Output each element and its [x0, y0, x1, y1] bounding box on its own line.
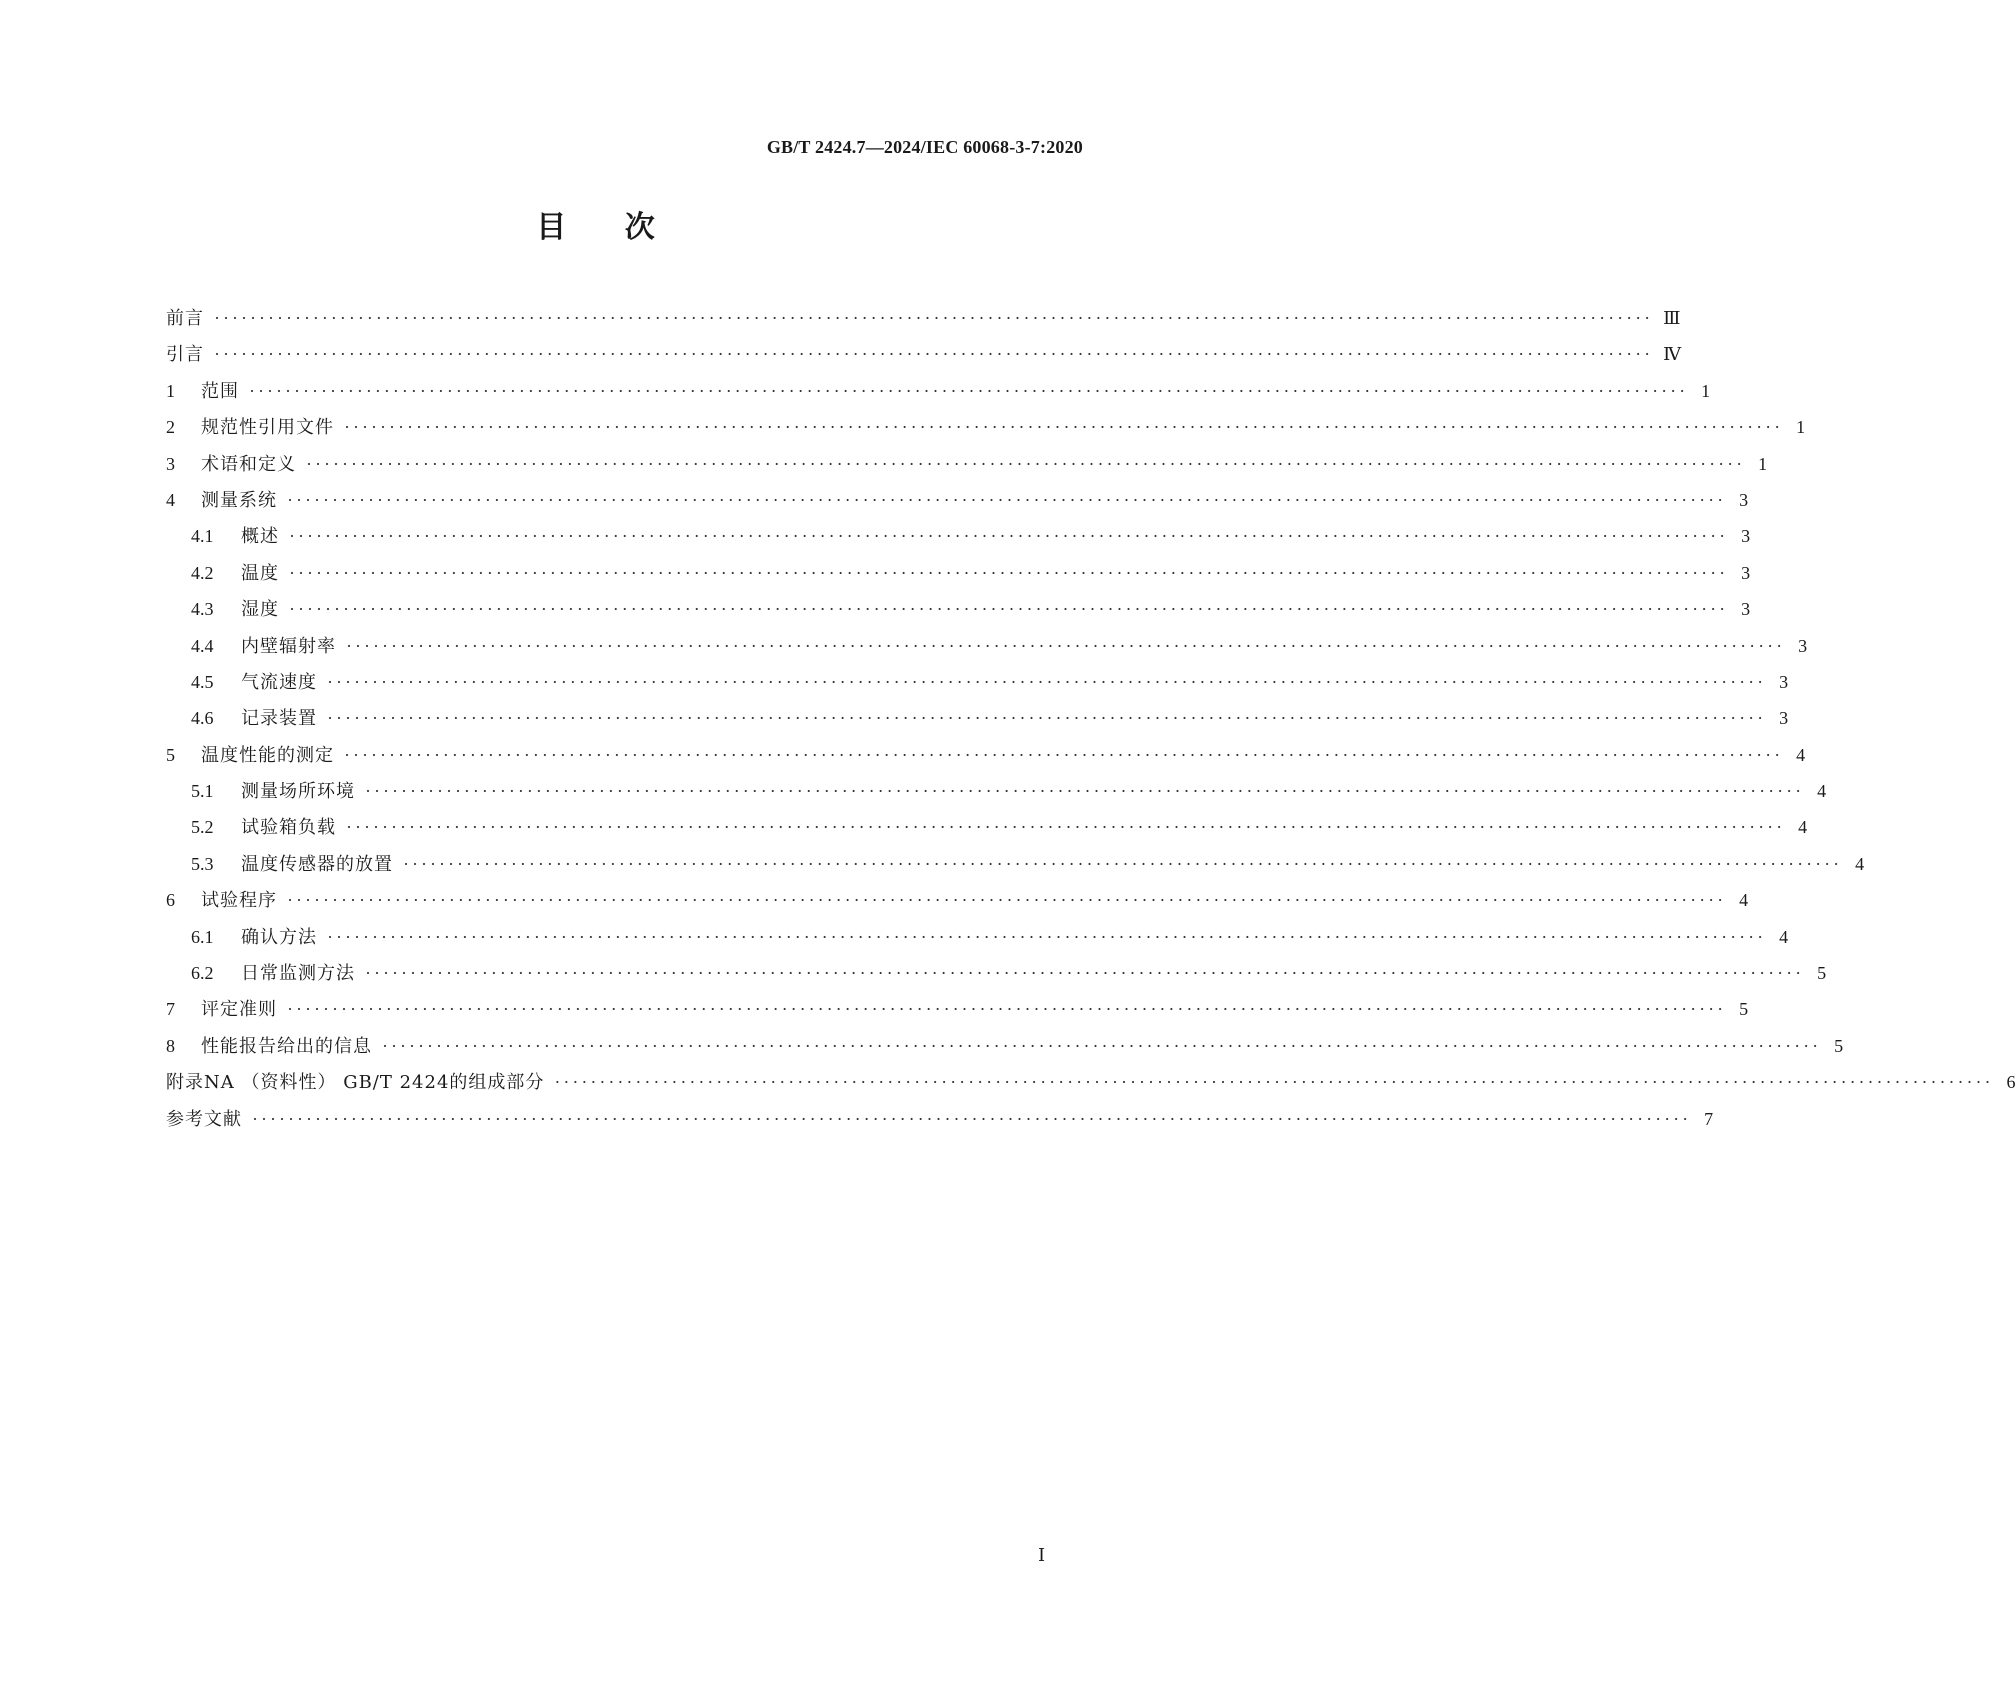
table-of-contents: [166, 300, 2015, 1137]
toc-entry-number: 6: [166, 890, 175, 911]
toc-entry-label: 日常监测方法: [241, 963, 355, 985]
toc-entry-page: 7: [1704, 1108, 1714, 1129]
toc-entry-page: 1: [1796, 417, 1806, 438]
toc-entry-page: 3: [1741, 599, 1751, 620]
toc-entry[interactable]: [166, 336, 1682, 372]
toc-entry-number: 7: [166, 999, 175, 1020]
toc-entry-label: 规范性引用文件: [201, 417, 334, 439]
toc-entry-number: 4.2: [191, 562, 214, 583]
toc-entry[interactable]: [166, 409, 1806, 445]
toc-entry-label: 湿度: [241, 599, 279, 621]
toc-entry-number: 4.5: [191, 671, 214, 692]
toc-leader-dots: ································································································································································: [289, 526, 1729, 547]
toc-entry-page: 3: [1779, 708, 1789, 729]
toc-leader-dots: ································································································································································: [287, 489, 1727, 510]
toc-entry-page: Ⅳ: [1663, 344, 1682, 365]
toc-entry[interactable]: [166, 446, 1768, 482]
toc-entry[interactable]: [166, 482, 1749, 518]
toc-entry-number: 3: [166, 453, 175, 474]
toc-entry-number: 6.1: [191, 926, 214, 947]
toc-entry-number: 5.3: [191, 853, 214, 874]
toc-entry-page: 1: [1701, 380, 1711, 401]
toc-entry-number: 5.1: [191, 781, 214, 802]
toc-leader-dots: ································································································································································: [327, 926, 1767, 947]
toc-entry[interactable]: [166, 591, 1751, 627]
toc-entry-label: 参考文献: [166, 1108, 242, 1130]
toc-entry[interactable]: [166, 846, 1865, 882]
toc-entry-number: 1: [166, 380, 175, 401]
toc-entry-label: 评定准则: [201, 999, 277, 1021]
toc-entry-label: 范围: [201, 380, 239, 402]
toc-leader-dots: ································································································································································: [289, 562, 1729, 583]
toc-entry[interactable]: [166, 955, 1827, 991]
toc-entry-label: 试验程序: [201, 890, 277, 912]
toc-leader-dots: ································································································································································: [306, 453, 1746, 474]
toc-leader-dots: ································································································································································: [327, 671, 1767, 692]
toc-leader-dots: ································································································································································: [289, 599, 1729, 620]
toc-entry[interactable]: [166, 628, 1808, 664]
toc-entry-number: 5: [166, 744, 175, 765]
toc-entry-label: 测量场所环境: [241, 781, 355, 803]
toc-entry[interactable]: [166, 700, 1789, 736]
toc-leader-dots: ································································································································································: [287, 999, 1727, 1020]
toc-entry-page: Ⅲ: [1663, 308, 1681, 328]
toc-entry-label: 附录NA （资料性） GB/T 2424的组成部分: [166, 1072, 545, 1094]
toc-leader-dots: ································································································································································: [403, 853, 1843, 874]
toc-entry-page: 4: [1855, 853, 1865, 874]
document-code: GB/T 2424.7—2024/IEC 60068-3-7:2020: [766, 137, 1083, 157]
page-title: 目 次: [536, 210, 655, 245]
toc-leader-dots: ································································································································································: [365, 963, 1805, 984]
toc-entry-label: 确认方法: [241, 926, 317, 948]
toc-entry-number: 4.4: [191, 635, 214, 656]
toc-entry[interactable]: [166, 737, 1806, 773]
toc-entry[interactable]: [166, 991, 1749, 1027]
toc-entry[interactable]: [166, 555, 1751, 591]
toc-entry-page: 4: [1798, 817, 1808, 838]
toc-leader-dots: ································································································································································: [346, 635, 1786, 656]
toc-entry-label: 术语和定义: [201, 453, 296, 475]
toc-leader-dots: ································································································································································: [365, 781, 1805, 802]
toc-entry[interactable]: [166, 664, 1789, 700]
toc-entry-number: 6.2: [191, 963, 214, 984]
toc-entry[interactable]: [166, 809, 1808, 845]
toc-entry-page: 1: [1758, 453, 1768, 474]
toc-entry[interactable]: [166, 518, 1751, 554]
toc-entry-label: 概述: [241, 526, 279, 548]
toc-entry[interactable]: [166, 919, 1789, 955]
toc-entry-number: 4: [166, 489, 175, 510]
toc-entry-number: 4.1: [191, 526, 214, 547]
toc-entry-page: 3: [1798, 635, 1808, 656]
toc-entry-label: 温度传感器的放置: [241, 853, 393, 875]
toc-entry-label: 试验箱负载: [241, 817, 336, 839]
toc-entry-page: 3: [1741, 562, 1751, 583]
toc-entry[interactable]: [166, 373, 1711, 409]
toc-leader-dots: ································································································································································: [252, 1108, 1692, 1129]
toc-leader-dots: ································································································································································: [249, 380, 1689, 401]
toc-entry-page: 3: [1741, 526, 1751, 547]
toc-entry-page: 5: [1834, 1035, 1844, 1056]
toc-entry-label: 前言: [166, 308, 204, 329]
toc-entry-label: 性能报告给出的信息: [201, 1035, 372, 1057]
toc-leader-dots: ································································································································································: [554, 1072, 1994, 1093]
toc-leader-dots: ································································································································································: [214, 344, 1654, 365]
toc-entry-label: 气流速度: [241, 671, 317, 693]
toc-entry-number: 5.2: [191, 817, 214, 838]
toc-entry-number: 4.3: [191, 599, 214, 620]
toc-entry-page: 3: [1739, 489, 1749, 510]
toc-entry-page: 4: [1779, 926, 1789, 947]
toc-entry[interactable]: [166, 882, 1749, 918]
page-number: Ⅰ: [1038, 1545, 1046, 1565]
toc-entry-label: 测量系统: [201, 489, 277, 511]
toc-leader-dots: ································································································································································: [327, 708, 1767, 729]
toc-entry-page: 4: [1739, 890, 1749, 911]
toc-entry-label: 引言: [166, 344, 204, 366]
toc-entry-number: 8: [166, 1035, 175, 1056]
toc-entry[interactable]: [166, 773, 1827, 809]
toc-entry-label: 温度: [241, 562, 279, 584]
toc-entry-number: 2: [166, 417, 175, 438]
toc-entry-page: 4: [1796, 744, 1806, 765]
toc-leader-dots: ································································································································································: [344, 744, 1784, 765]
toc-leader-dots: ································································································································································: [382, 1035, 1822, 1056]
toc-entry-label: 记录装置: [241, 708, 317, 730]
toc-entry[interactable]: [166, 1028, 1844, 1064]
toc-entry-number: 4.6: [191, 708, 214, 729]
toc-entry-label: 温度性能的测定: [201, 744, 334, 766]
toc-leader-dots: ································································································································································: [287, 890, 1727, 911]
toc-leader-dots: ································································································································································: [346, 817, 1786, 838]
toc-entry-page: 5: [1817, 963, 1827, 984]
toc-entry-page: 5: [1739, 999, 1749, 1020]
toc-entry-page: 3: [1779, 671, 1789, 692]
toc-entry-page: 6: [2006, 1072, 2015, 1093]
toc-entry-label: 内壁辐射率: [241, 635, 336, 657]
toc-entry-page: 4: [1817, 781, 1827, 802]
toc-entry[interactable]: [166, 1101, 1714, 1137]
toc-entry[interactable]: [166, 300, 1681, 336]
toc-leader-dots: ································································································································································: [344, 417, 1784, 438]
toc-leader-dots: ································································································································································: [214, 308, 1654, 328]
toc-entry[interactable]: [166, 1064, 2015, 1100]
